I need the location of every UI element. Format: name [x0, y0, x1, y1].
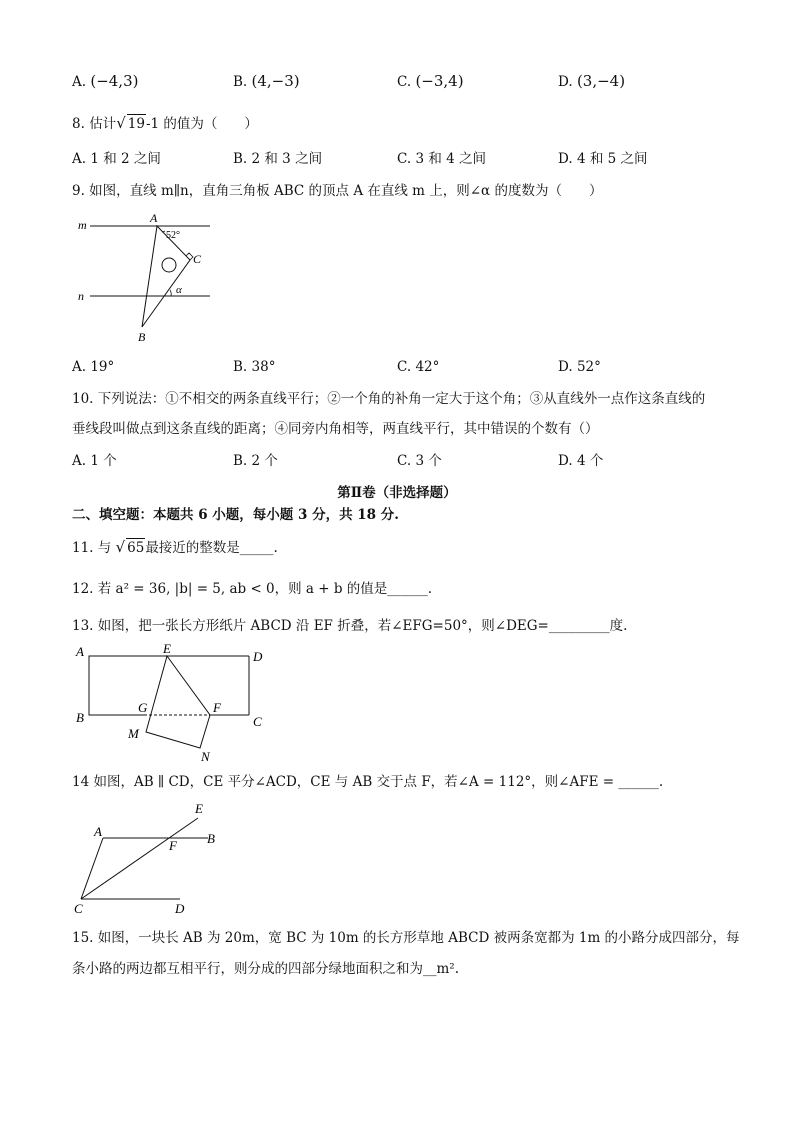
angle-alpha-arc	[170, 290, 171, 296]
folded-part	[146, 656, 210, 748]
q15-stem-line2: 条小路的两边都互相平行，则分成的四部分绿地面积之和为__m².	[72, 961, 460, 977]
label-b: B	[138, 330, 146, 344]
label-a: A	[150, 211, 158, 225]
q7-option-c: C. (−3,4)	[397, 72, 464, 90]
q8-option-a: A. 1 和 2 之间	[72, 151, 161, 167]
q13-figure	[70, 640, 270, 765]
q8-stem: 8. 估计√ 19-1 的值为（ ）	[72, 114, 258, 132]
label-m: M	[128, 726, 139, 741]
q10-option-c: C. 3 个	[397, 453, 442, 469]
triangle-abc	[142, 226, 190, 327]
q12-stem: 12. 若 a² = 36, |b| = 5, ab < 0，则 a + b 的值是______.	[72, 581, 433, 597]
q14-figure	[70, 798, 230, 918]
q13-stem: 13. 如图，把一张长方形纸片 ABCD 沿 EF 折叠，若∠EFG=50°，则∠DEG=_________度.	[72, 618, 628, 634]
label-c: C	[74, 901, 83, 916]
label-b: B	[76, 710, 84, 725]
label-e: E	[195, 801, 203, 816]
q8-option-c: C. 3 和 4 之间	[397, 151, 486, 167]
label-n: N	[201, 749, 210, 764]
label-c: C	[253, 714, 262, 729]
rect-outline	[89, 656, 249, 715]
label-d: D	[253, 649, 263, 664]
q9-option-c: C. 42°	[397, 359, 440, 375]
section2-heading: 二、填空题：本题共 6 小题，每小题 3 分，共 18 分.	[72, 507, 399, 523]
q10-stem-line2: 垂线段叫做点到这条直线的距离；④同旁内角相等，两直线平行，其中错误的个数有（）	[72, 421, 599, 437]
q15-stem-line1: 15. 如图，一块长 AB 为 20m，宽 BC 为 10m 的长方形草地 ABCD 被两条宽都为 1m 的小路分成四部分，每	[72, 930, 740, 946]
q7-option-a: A. (−4,3)	[72, 72, 139, 90]
q10-option-d: D. 4 个	[558, 453, 604, 469]
q9-figure	[70, 205, 230, 345]
label-g: G	[138, 700, 148, 715]
q10-option-b: B. 2 个	[233, 453, 278, 469]
label-52: 52°	[166, 230, 180, 241]
q9-option-b: B. 38°	[233, 359, 276, 375]
label-f: F	[213, 700, 221, 715]
q9-option-d: D. 52°	[558, 359, 601, 375]
part2-title: 第Ⅱ卷（非选择题）	[337, 485, 457, 501]
triangle-hole	[162, 258, 176, 272]
q10-stem-line1: 10. 下列说法：①不相交的两条直线平行；②一个角的补角一定大于这个角；③从直线外一点作这条直线的	[72, 391, 706, 407]
segment-ac	[81, 838, 103, 899]
q11-stem: 11. 与 √ 65最接近的整数是_____.	[72, 538, 278, 556]
label-c: C	[193, 252, 202, 266]
q7-option-d: D. (3,−4)	[558, 72, 626, 90]
label-alpha: α	[176, 284, 182, 296]
label-b: B	[207, 831, 215, 846]
q9-option-a: A. 19°	[72, 359, 115, 375]
label-a: A	[94, 824, 102, 839]
q7-option-b: B. (4,−3)	[233, 72, 300, 90]
q8-option-b: B. 2 和 3 之间	[233, 151, 323, 167]
label-a: A	[76, 644, 84, 659]
q14-stem: 14 如图，AB ∥ CD，CE 平分∠ACD，CE 与 AB 交于点 F，若∠A = 112°，则∠AFE = ______.	[72, 774, 664, 790]
q9-stem: 9. 如图，直线 m∥n，直角三角板 ABC 的顶点 A 在直线 m 上，则∠α 的度数为（ ）	[72, 183, 603, 199]
label-n: n	[78, 289, 84, 303]
label-f: F	[169, 838, 177, 853]
label-e: E	[163, 641, 171, 656]
q10-option-a: A. 1 个	[72, 453, 117, 469]
label-m: m	[78, 218, 87, 232]
label-d: D	[175, 901, 185, 916]
q8-option-d: D. 4 和 5 之间	[558, 151, 648, 167]
